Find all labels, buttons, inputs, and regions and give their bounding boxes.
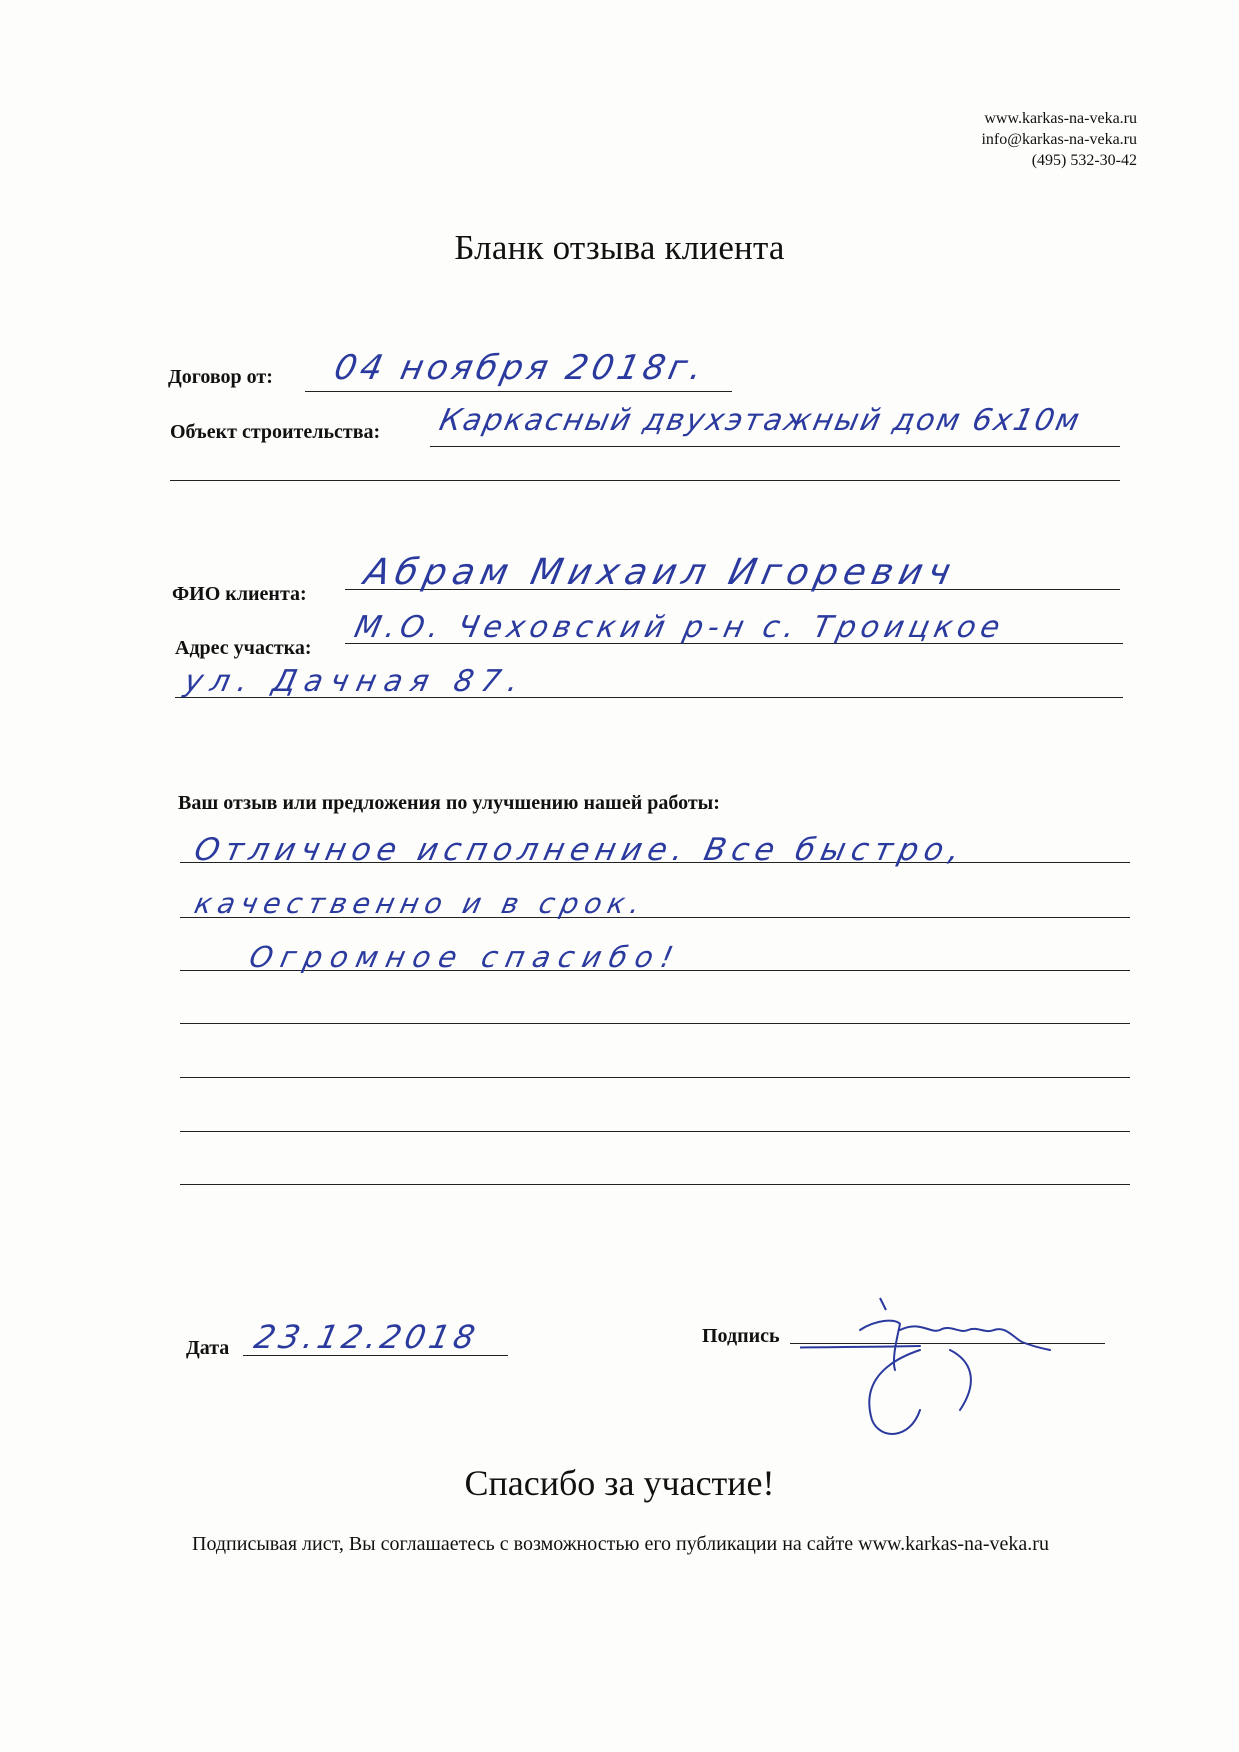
object-line-2 (170, 480, 1120, 481)
handwritten-signature (800, 1290, 1100, 1450)
client-value: Абрам Михаил Игоревич (360, 552, 961, 593)
feedback-text-3: Огромное спасибо! (246, 940, 685, 974)
address-value-2: ул. Дачная 87. (181, 664, 530, 699)
thanks-message: Спасибо за участие! (464, 1463, 775, 1503)
client-label: ФИО клиента: (172, 583, 307, 605)
date-label: Дата (186, 1337, 230, 1359)
company-contacts (981, 108, 1137, 171)
feedback-text-2: качественно и в срок. (191, 887, 650, 920)
signature-label: Подпись (702, 1325, 780, 1347)
object-value: Каркасный двухэтажный дом 6х10м (436, 403, 1085, 438)
contract-label: Договор от: (168, 366, 273, 388)
company-phone: (495) 532-30-42 (1031, 152, 1137, 169)
feedback-line-4 (180, 1023, 1130, 1024)
object-line (430, 446, 1120, 447)
address-label: Адрес участка: (175, 637, 312, 659)
feedback-text-1: Отличное исполнение. Все быстро, (191, 832, 969, 868)
contract-value: 04 ноября 2018г. (330, 348, 710, 388)
company-email: info@karkas-na-veka.ru (981, 131, 1137, 148)
feedback-line-5 (180, 1077, 1130, 1078)
feedback-line-6 (180, 1131, 1130, 1132)
feedback-label: Ваш отзыв или предложения по улучшению нашей работы: (178, 792, 720, 814)
date-value: 23.12.2018 (250, 1318, 483, 1356)
contract-line (305, 391, 732, 392)
address-value-1: М.О. Чеховский р-н с. Троицкое (351, 610, 1008, 645)
form-title: Бланк отзыва клиента (454, 228, 785, 267)
company-website: www.karkas-na-veka.ru (984, 110, 1137, 127)
feedback-line-7 (180, 1184, 1130, 1185)
publication-notice: Подписывая лист, Вы соглашаетесь с возможностью его публикации на сайте www.karkas-na-veka.ru (192, 1533, 1049, 1555)
object-label: Объект строительства: (170, 421, 381, 443)
